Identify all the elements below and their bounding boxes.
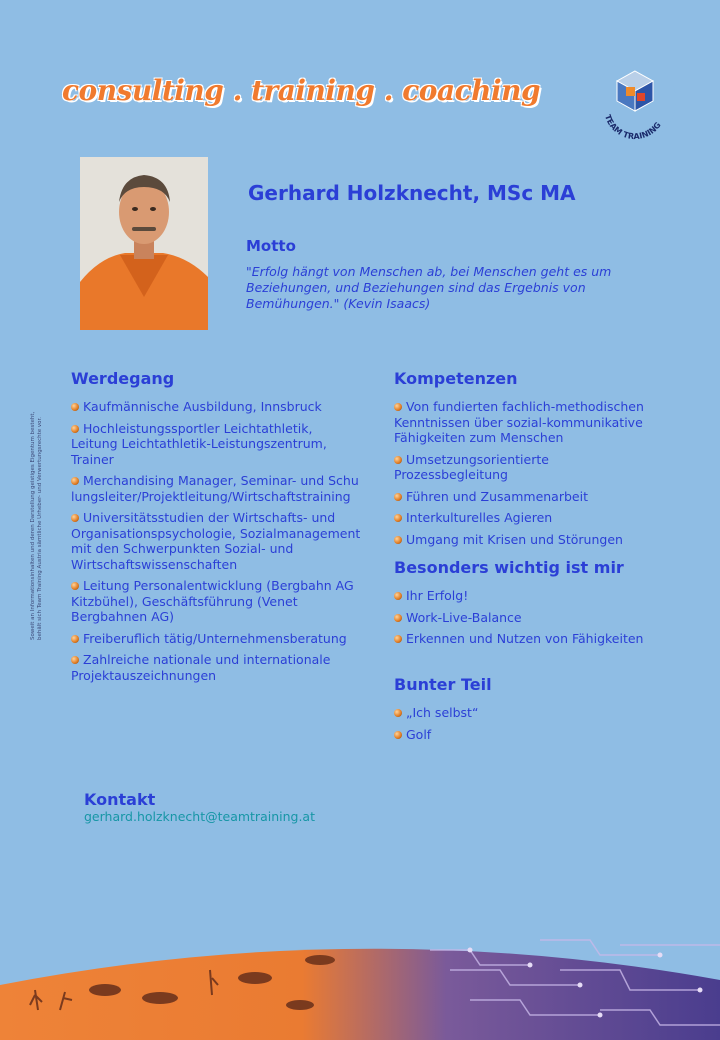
- bullet-icon: [394, 709, 402, 717]
- list-item: Interkulturelles Agieren: [394, 510, 664, 526]
- list-item: Ihr Erfolg!: [394, 588, 664, 604]
- kompetenzen-heading: Kompetenzen: [394, 369, 518, 388]
- bunt-heading: Bunter Teil: [394, 675, 492, 694]
- bullet-icon: [394, 614, 402, 622]
- team-training-logo: [592, 58, 678, 144]
- person-name: Gerhard Holzknecht, MSc MA: [248, 181, 576, 205]
- bullet-icon: [394, 456, 402, 464]
- werdegang-list: [71, 399, 361, 683]
- bullet-icon: [394, 731, 402, 739]
- bullet-icon: [394, 592, 402, 600]
- profile-photo: [80, 157, 208, 330]
- copyright-note: Soweit an Informationsinhalten und deren Darstellung geistiges Eigentum besteht, behält sich Team Training Austria sämtliche Urheber- und Verwertungsrechte vor.: [30, 411, 43, 640]
- bullet-icon: [71, 425, 79, 433]
- wichtig-section: [394, 558, 664, 653]
- bullet-icon: [394, 536, 402, 544]
- bullet-icon: [71, 656, 79, 664]
- list-item: Zahlreiche nationale und internationale Projektauszeichnungen: [71, 652, 331, 683]
- kompetenzen-list: [394, 399, 664, 547]
- svg-text:TEAM TRAINING: TEAM TRAINING: [602, 113, 663, 142]
- list-item: Hochleistungssportler Leichtathletik, Leitung Leichtathletik-Leistungszentrum, Trainer: [71, 420, 327, 467]
- list-item: Erkennen und Nutzen von Fähigkeiten: [394, 631, 664, 647]
- bullet-icon: [394, 635, 402, 643]
- bullet-icon: [71, 635, 79, 643]
- motto-quote: "Erfolg hängt von Menschen ab, bei Menschen geht es um Beziehungen, und Beziehungen sind das Ergebnis von Bemühungen." (Kevin Isaacs): [246, 264, 612, 311]
- werdegang-heading: Werdegang: [71, 369, 175, 388]
- kontakt-heading: Kontakt: [84, 790, 156, 809]
- tagline: consulting . training . coaching: [62, 74, 541, 107]
- list-item: „Ich selbst“: [394, 705, 664, 721]
- list-item: Golf: [394, 727, 664, 743]
- bullet-icon: [394, 403, 402, 411]
- bullet-icon: [71, 514, 79, 522]
- kompetenzen-section: [394, 369, 664, 553]
- list-item: Von fundierten fachlich-methodischen Kenntnissen über sozial-kommunikative Fähigkeiten zum Menschen: [394, 399, 644, 445]
- list-item: Umsetzungsorientierte Prozessbegleitung: [394, 451, 549, 482]
- list-item: Work-Live-Balance: [394, 610, 664, 626]
- list-item: Universitätsstudien der Wirtschafts- und Organisationspsychologie, Sozialmanagement mit den Schwerpunkten Sozial- und Wirtschaftswissenschaften: [71, 510, 361, 572]
- footer-graphic: [0, 910, 720, 1040]
- contact-email-link[interactable]: gerhard.holzknecht@teamtraining.at: [84, 809, 315, 824]
- bullet-icon: [71, 582, 79, 590]
- motto-heading: Motto: [246, 237, 296, 255]
- bullet-icon: [71, 403, 79, 411]
- wichtig-list: [394, 588, 664, 647]
- bullet-icon: [71, 477, 79, 485]
- list-item: Umgang mit Krisen und Störungen: [394, 532, 664, 548]
- list-item: Leitung Personalentwicklung (Bergbahn AG Kitzbühel), Geschäftsführung (Venet Bergbahnen AG): [71, 578, 354, 624]
- bunt-section: [394, 675, 664, 748]
- list-item: Kaufmännische Ausbildung, Innsbruck: [71, 399, 361, 415]
- list-item: Merchandising Manager, Seminar- und Schulungsleiter/Projektleitung/Wirtschaftstraining: [71, 473, 359, 504]
- bunt-list: [394, 705, 664, 742]
- bullet-icon: [394, 493, 402, 501]
- wichtig-heading: Besonders wichtig ist mir: [394, 558, 624, 577]
- werdegang-section: [71, 369, 361, 689]
- list-item: Führen und Zusammenarbeit: [394, 489, 664, 505]
- bullet-icon: [394, 514, 402, 522]
- list-item: Freiberuflich tätig/Unternehmensberatung: [71, 631, 361, 647]
